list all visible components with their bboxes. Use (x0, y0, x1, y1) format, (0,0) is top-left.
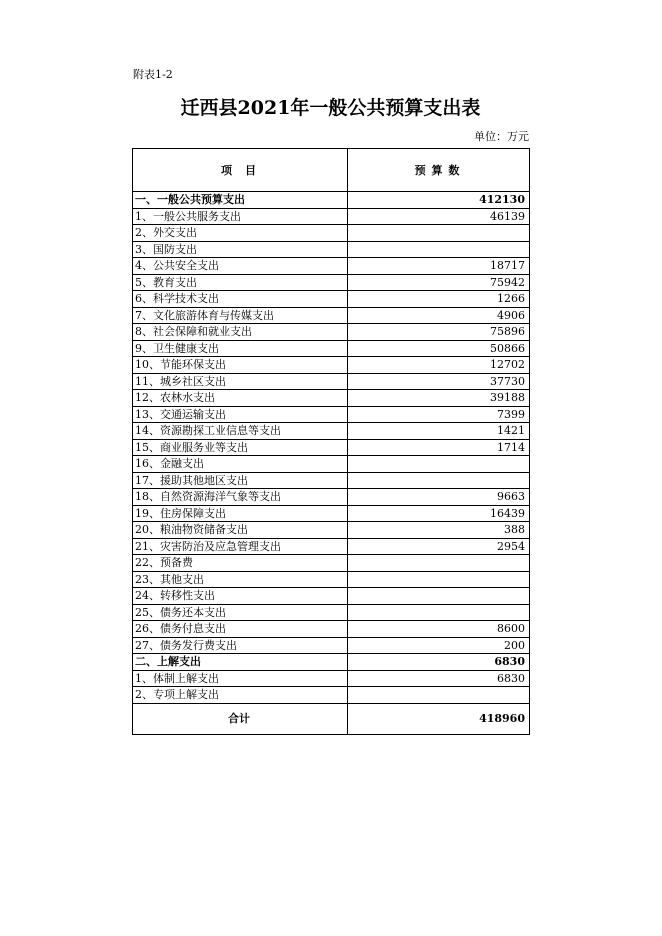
table-row (133, 208, 530, 225)
table-row (133, 258, 530, 275)
row-item-label: 9、卫生健康支出 (133, 340, 348, 357)
table-row (133, 324, 530, 341)
table-row (133, 670, 530, 687)
row-item-label: 3、国防支出 (133, 241, 348, 258)
row-amount: 1421 (348, 423, 530, 440)
row-item-label: 7、文化旅游体育与传媒支出 (133, 307, 348, 324)
row-item-label: 1、体制上解支出 (133, 670, 348, 687)
row-item-label: 15、商业服务业等支出 (133, 439, 348, 456)
table-row (133, 456, 530, 473)
row-item-label: 14、资源勘探工业信息等支出 (133, 423, 348, 440)
row-amount: 8600 (348, 621, 530, 638)
row-item-label: 25、债务还本支出 (133, 604, 348, 621)
row-amount (348, 241, 530, 258)
row-item-label: 17、援助其他地区支出 (133, 472, 348, 489)
table-row (133, 637, 530, 654)
row-amount: 75942 (348, 274, 530, 291)
total-row (133, 703, 530, 734)
table-row (133, 505, 530, 522)
row-amount: 4906 (348, 307, 530, 324)
row-amount (348, 456, 530, 473)
row-item-label: 20、粮油物资储备支出 (133, 522, 348, 539)
row-amount (348, 604, 530, 621)
table-row (133, 621, 530, 638)
table-row (133, 654, 530, 671)
row-item-label: 一、一般公共预算支出 (133, 192, 348, 209)
table-row (133, 192, 530, 209)
row-item-label: 二、上解支出 (133, 654, 348, 671)
row-item-label: 6、科学技术支出 (133, 291, 348, 308)
table-row (133, 571, 530, 588)
row-item-label: 1、一般公共服务支出 (133, 208, 348, 225)
row-amount: 1266 (348, 291, 530, 308)
row-amount (348, 225, 530, 242)
row-item-label: 4、公共安全支出 (133, 258, 348, 275)
row-amount: 37730 (348, 373, 530, 390)
budget-table (132, 148, 530, 735)
table-row (133, 538, 530, 555)
table-header-row (133, 149, 530, 192)
total-amount: 418960 (348, 703, 530, 734)
table-row (133, 687, 530, 704)
row-amount: 9663 (348, 489, 530, 506)
row-amount: 16439 (348, 505, 530, 522)
row-amount (348, 588, 530, 605)
table-row (133, 472, 530, 489)
table-row (133, 423, 530, 440)
table-row (133, 241, 530, 258)
row-amount: 39188 (348, 390, 530, 407)
row-amount: 18717 (348, 258, 530, 275)
row-amount: 1714 (348, 439, 530, 456)
table-row (133, 225, 530, 242)
row-item-label: 21、灾害防治及应急管理支出 (133, 538, 348, 555)
row-amount: 388 (348, 522, 530, 539)
row-amount: 46139 (348, 208, 530, 225)
table-row (133, 390, 530, 407)
row-amount: 7399 (348, 406, 530, 423)
row-amount (348, 472, 530, 489)
row-item-label: 16、金融支出 (133, 456, 348, 473)
row-item-label: 2、外交支出 (133, 225, 348, 242)
row-amount (348, 555, 530, 572)
row-amount: 75896 (348, 324, 530, 341)
row-item-label: 19、住房保障支出 (133, 505, 348, 522)
row-amount: 12702 (348, 357, 530, 374)
row-item-label: 5、教育支出 (133, 274, 348, 291)
page-title: 迁西县2021年一般公共预算支出表 (180, 97, 481, 119)
table-row (133, 406, 530, 423)
row-item-label: 10、节能环保支出 (133, 357, 348, 374)
row-item-label: 26、债务付息支出 (133, 621, 348, 638)
total-label: 合计 (133, 703, 348, 734)
table-row (133, 604, 530, 621)
column-header-amount: 预 算 数 (348, 149, 530, 192)
attachment-label: 附表1-2 (133, 68, 173, 81)
row-item-label: 23、其他支出 (133, 571, 348, 588)
table-row (133, 555, 530, 572)
table-row (133, 522, 530, 539)
table-row (133, 489, 530, 506)
row-amount: 2954 (348, 538, 530, 555)
table-row (133, 439, 530, 456)
row-item-label: 8、社会保障和就业支出 (133, 324, 348, 341)
row-item-label: 12、农林水支出 (133, 390, 348, 407)
row-amount: 200 (348, 637, 530, 654)
row-amount: 50866 (348, 340, 530, 357)
row-amount (348, 571, 530, 588)
row-item-label: 2、专项上解支出 (133, 687, 348, 704)
row-item-label: 27、债务发行费支出 (133, 637, 348, 654)
table-row (133, 274, 530, 291)
row-amount: 6830 (348, 670, 530, 687)
row-item-label: 18、自然资源海洋气象等支出 (133, 489, 348, 506)
row-item-label: 24、转移性支出 (133, 588, 348, 605)
table-row (133, 291, 530, 308)
unit-label: 单位：万元 (474, 130, 529, 143)
table-body (133, 192, 530, 704)
table-row (133, 357, 530, 374)
table-row (133, 307, 530, 324)
row-amount: 6830 (348, 654, 530, 671)
row-amount (348, 687, 530, 704)
row-item-label: 13、交通运输支出 (133, 406, 348, 423)
row-item-label: 22、预备费 (133, 555, 348, 572)
table-row (133, 340, 530, 357)
row-amount: 412130 (348, 192, 530, 209)
column-header-item: 项 目 (133, 149, 348, 192)
table-row (133, 588, 530, 605)
row-item-label: 11、城乡社区支出 (133, 373, 348, 390)
table-row (133, 373, 530, 390)
